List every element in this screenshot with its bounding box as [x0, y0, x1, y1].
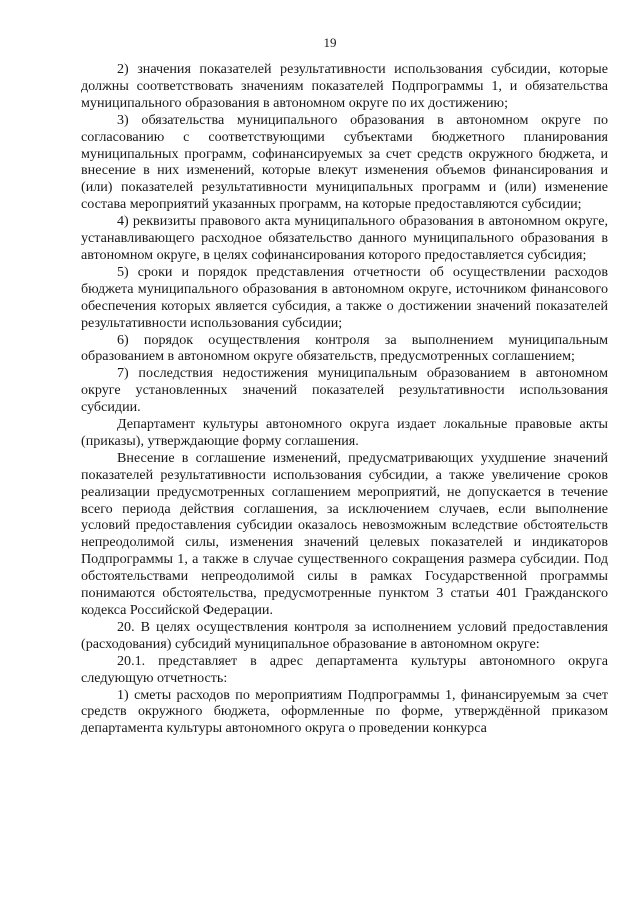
paragraph-item-5-reporting: 5) сроки и порядок представления отчетности об осуществлении расходов бюджета муниципального образования в автономном округе, источником финансового обеспечения которых является субсидия, а также о достижении значений показателей результативности использования субсидии; [81, 263, 608, 331]
paragraph-item-6-control: 6) порядок осуществления контроля за выполнением муниципальным образованием в автономном округе обязательств, предусмотренных соглашением; [81, 331, 608, 365]
paragraph-section-20-1: 20.1. представляет в адрес департамента культуры автономного округа следующую отчетность: [81, 652, 608, 686]
paragraph-item-1-estimates: 1) сметы расходов по мероприятиям Подпрограммы 1, финансируемым за счет средств окружного бюджета, оформленные по форме, утверждённой приказом департамента культуры автономного округа о проведении конкурса [81, 686, 608, 737]
paragraph-section-20: 20. В целях осуществления контроля за исполнением условий предоставления (расходования) субсидий муниципальное образование в автономном округе: [81, 618, 608, 652]
paragraph-item-3-obligations: 3) обязательства муниципального образования в автономном округе по согласованию с соответствующими субъектами бюджетного планирования муниципальных программ, софинансируемых за счет средств окружного бюджета, и внесение в них изменений, которые влекут изменения объемов финансирования и (или) показателей результативности муниципальных программ и (или) изменение состава мероприятий указанных программ, на которые предоставляются субсидии; [81, 111, 608, 213]
paragraph-item-2-indicators: 2) значения показателей результативности использования субсидии, которые должны соответствовать значениям показателей Подпрограммы 1, и обязательства муниципального образования в автономном округе по их достижению; [81, 61, 608, 111]
paragraph-item-4-legal-act: 4) реквизиты правового акта муниципального образования в автономном округе, устанавливающего расходное обязательство данного муниципального образования в автономном округе, в целях софинансирования которого предоставляется субсидия; [81, 213, 608, 263]
paragraph-item-7-consequences: 7) последствия недостижения муниципальным образованием в автономном округе установленных значений показателей результативности использования субсидии. [81, 365, 608, 416]
paragraph-department-acts: Департамент культуры автономного округа издает локальные правовые акты (приказы), утверждающие форму соглашения. [81, 416, 608, 449]
paragraph-agreement-changes: Внесение в соглашение изменений, предусматривающих ухудшение значений показателей результативности использования субсидии, а также увеличение сроков реализации предусмотренных соглашением мероприятий, не допускается в течение всего периода действия соглашения, за исключением случаев, если выполнение условий предоставления субсидии оказалось невозможным вследствие обстоятельств непреодолимой силы, изменения значений целевых показателей и индикаторов Подпрограммы 1, а также в случае существенного сокращения размера субсидии. Под обстоятельствами непреодолимой силы в рамках Государственной программы понимаются обстоятельства, предусмотренные пунктом 3 статьи 401 Гражданского кодекса Российской Федерации. [81, 449, 608, 618]
page-number: 19 [323, 35, 337, 50]
